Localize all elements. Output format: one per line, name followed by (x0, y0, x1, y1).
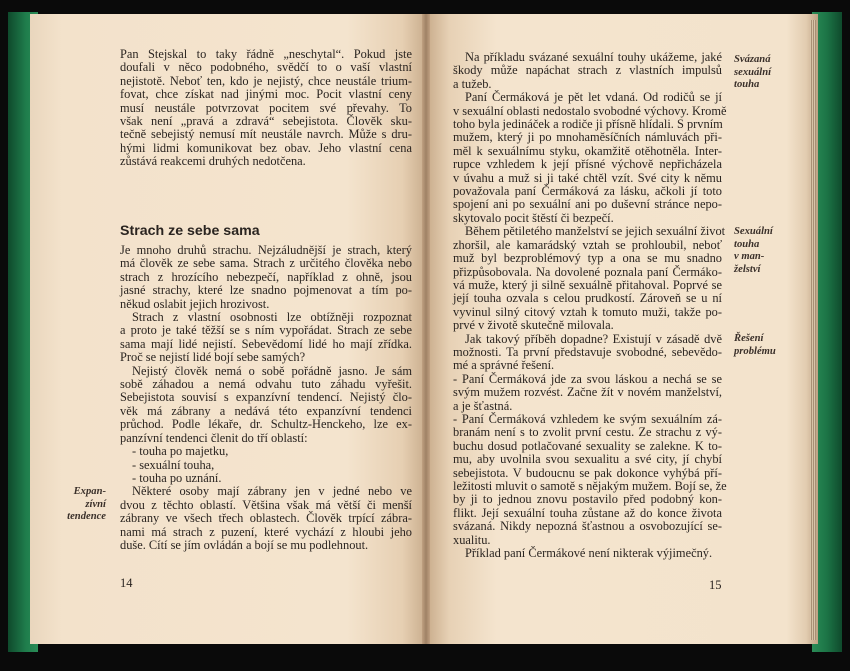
text-line: dvou z těchto oblastí. Většina však má větší či menší (120, 497, 412, 512)
text-line: a proto je také těžší se s ním vypořádat. Strach ze sebe (120, 323, 412, 338)
text-line: její touha ozvala s celou prudkostí. Zároveň se u ní (453, 291, 722, 306)
margin-note-line: tendence (67, 511, 106, 523)
paragraph (453, 373, 722, 413)
text-line: nami má strach z puzení, které vychází z hloubi jeho (120, 524, 412, 539)
text-line: v úvahu a muž si ji také chtěl vzít. Své city k němu (453, 170, 722, 185)
margin-note-line: touha (734, 79, 760, 91)
text-line: - Paní Čermáková jde za svou láskou a nechá se se (453, 371, 722, 386)
text-line: Během pětiletého manželství se jejich sexuální život (465, 224, 726, 239)
text-line: by ji to jednou znovu postavilo před podobný kon- (453, 492, 722, 507)
text-line: jasné strachy, které lze snadno pojmenovat a tím po- (120, 283, 412, 298)
list-item: - touha po uznání. (132, 470, 222, 485)
text-line: měl k sexuálnímu styku, okamžitě otěhotněla. Inter- (453, 143, 722, 158)
text-line: branám není s to zvolit první cestu. Ze strachu z vý- (453, 425, 722, 440)
text-line: škody může napáchat strach z vlastních impulsů (453, 63, 722, 78)
text-line: spojení ani po sexuální ani po duševní stránce nepo- (453, 197, 722, 212)
paragraph (120, 365, 412, 445)
text-line: Na příkladu svázané sexuální touhy ukážeme, jaké (465, 50, 722, 64)
margin-note-expanzivni-tendence (50, 486, 106, 524)
text-line: Některé osoby mají zábrany jen v jedné nebo ve (132, 484, 412, 499)
text-line: Sebejistota souvisí s expanzívní tendencí. Nejistý člo- (120, 390, 412, 405)
text-line: sebejistota. V budoucnu se pak dokonce vyhýbá pří- (453, 465, 722, 480)
paragraph (120, 311, 412, 365)
page-number-left: 14 (120, 576, 133, 590)
margin-note-line: Expan- (73, 486, 106, 497)
list-item: - touha po majetku, (132, 444, 229, 459)
text-line: sama mají lidé nejistí. Sebevědomí lidé ho mají zřídka. (120, 336, 412, 351)
page-stack-edge (810, 20, 816, 640)
text-line: však není „pravá a zdravá“ sebejistota. Člověk sku- (120, 114, 412, 129)
text-line: xualitu. (453, 532, 491, 547)
paragraph (453, 90, 727, 225)
text-line: flikt. Její sexuální touha zůstane až do konce života (453, 505, 722, 520)
list-item: - sexuální touha, (132, 457, 215, 472)
text-line: hými lidmi komunikovat bez obav. Jeho vlastní cena (120, 140, 412, 155)
margin-note-reseni-problemu (734, 333, 776, 358)
text-line: možnosti. Ta první představuje svobodné, sebevědo- (453, 344, 722, 359)
text-line: musí neustále potvrzovat pocitem své převahy. To (120, 100, 412, 115)
text-line: zhoršil, ale kamarádský vztah se prohloubil, neboť (453, 237, 722, 252)
text-line: Je mnoho druhů strachu. Nejzáludnější je strach, který (120, 243, 412, 257)
text-line: fovat, chce získat nad jinými moc. Pocit vlastní ceny (120, 87, 412, 102)
text-line: toho byla jedináček a rodiče ji přísně hlídali. S prvním (453, 117, 723, 132)
text-line: duše. Cítí se jím ovládán a bojí se mu podlehnout. (120, 537, 369, 552)
text-line: Nejistý člověk nemá o sobě pořádně jasno. Je sám (132, 363, 412, 378)
section-heading: Strach ze sebe sama (120, 223, 260, 239)
left-body-text (120, 244, 412, 552)
text-line: někud oslabit jejich hrozivost. (120, 296, 270, 311)
paragraph (453, 333, 722, 373)
paragraph (120, 485, 412, 552)
text-line: buchu dosud potlačované sexuality se zalekne. K to- (453, 438, 722, 453)
text-line: muž byl bezproblémový typ a ona se mu snadno (453, 251, 722, 266)
margin-note-line: Svázaná (734, 54, 771, 65)
text-line: nejistotě. Neboť ten, kdo je nejistý, chce neustále trium- (120, 73, 412, 88)
bullet-list (120, 445, 412, 485)
text-line: panzívní tendenci členit do tří oblastí: (120, 430, 308, 445)
text-line: mé a správné řešení. (453, 358, 555, 373)
text-line: Strach z vlastní osobnosti lze obtížněji rozpoznat (132, 310, 412, 325)
margin-note-line: Sexuální (734, 226, 773, 237)
page-number-right: 15 (709, 578, 722, 592)
text-line: rupce vzhledem k její přísné výchově nepřicházela (453, 157, 722, 172)
text-line: zábrany ve všech třech oblastech. Člověk trpící zábra- (120, 511, 412, 526)
margin-note-line: sexuální (734, 66, 772, 78)
text-line: Příklad paní Čermákové není nikterak výjimečný. (465, 546, 713, 561)
text-line: - Paní Čermáková vzhledem ke svým sexuálním zá- (453, 411, 722, 426)
text-line: a tužeb. (453, 76, 492, 91)
text-line: sobě záhadou a nemá odvahu tuto záhadu vyřešit. (120, 377, 412, 392)
text-line: Jak takový příběh dopadne? Existují v zásadě dvě (465, 331, 722, 346)
text-line: svým mužem rozvést. Začne žít v novém manželství, (453, 385, 722, 400)
text-line: má člověk ze sebe sama. Strach z určitého člověka nebo (120, 256, 412, 271)
text-line: průchod. Podle lékaře, dr. Schultz-Henckeho, lze ex- (120, 417, 412, 432)
margin-note-line: touha (734, 238, 760, 250)
text-line: v sexuální oblasti nedostalo svobodné výchovy. Kromě (453, 103, 727, 118)
text-line: ležitosti mluvit o samotě s nějakým mužem. Bojí se, že (453, 479, 727, 493)
margin-note-line: Řešení (734, 333, 764, 344)
text-line: vyvinul silný citový vztah k tomuto muži, takže po- (453, 304, 722, 319)
text-line: doufali v něco podobného, svědčí to o vaší vlastní (120, 60, 412, 75)
margin-note-svazana-sexualni-touha (734, 54, 771, 92)
margin-note-sexualni-touha-v-manzelstvi (734, 226, 773, 276)
text-line: zůstává reakcemi druhých nedotčena. (120, 154, 306, 169)
margin-note-line: zívní (85, 498, 106, 510)
text-line: prvé v životě skutečně milovala. (453, 318, 614, 333)
text-line: mu, aby uvolnila svou sexualitu a své city, jí chybí (453, 452, 722, 467)
margin-note-line: problému (734, 345, 776, 357)
text-line: Pan Stejskal to taky řádně „neschytal“. Pokud jste (120, 47, 412, 61)
paragraph (120, 244, 412, 311)
paragraph (120, 48, 412, 169)
text-line: přizpůsobovala. Na dovolené poznala paní Čermáko- (453, 264, 722, 279)
text-line: věk má zábrany a nedává této expanzívní tendenci (120, 403, 412, 418)
text-line: Proč se nejistí lidé bojí sebe samých? (120, 350, 306, 365)
paragraph (453, 51, 722, 91)
paragraph (453, 224, 726, 333)
paragraph (453, 411, 727, 547)
book-spine (422, 14, 430, 644)
right-body-text (453, 50, 727, 561)
text-line: tečně sebejistý nemusí mít neustále navrch. Může s dru- (120, 127, 412, 142)
text-line: a je šťastná. (453, 398, 513, 413)
left-intro-text (120, 48, 412, 169)
text-line: mužem, který ji po mnohaměsíčních námluvách při- (453, 130, 722, 145)
text-line: považovala paní Čermáková za lásku, ačkoli jí toto (453, 184, 722, 199)
margin-note-line: želství (734, 263, 761, 275)
text-line: vá muže, který ji silně sexuálně přitahoval. Poprvé se (453, 277, 722, 292)
paragraph (453, 547, 722, 560)
margin-note-line: v man- (734, 251, 765, 263)
text-line: Paní Čermáková je pět let vdaná. Od rodičů se jí (465, 90, 722, 105)
text-line: skytovalo pocit štěstí či bezpečí. (453, 210, 614, 225)
text-line: strach z hrozícího nebezpečí, například z ohně, jsou (120, 269, 412, 284)
text-line: svázaná. Nikdy nepozná šťastnou a osvobozující se- (453, 519, 722, 534)
